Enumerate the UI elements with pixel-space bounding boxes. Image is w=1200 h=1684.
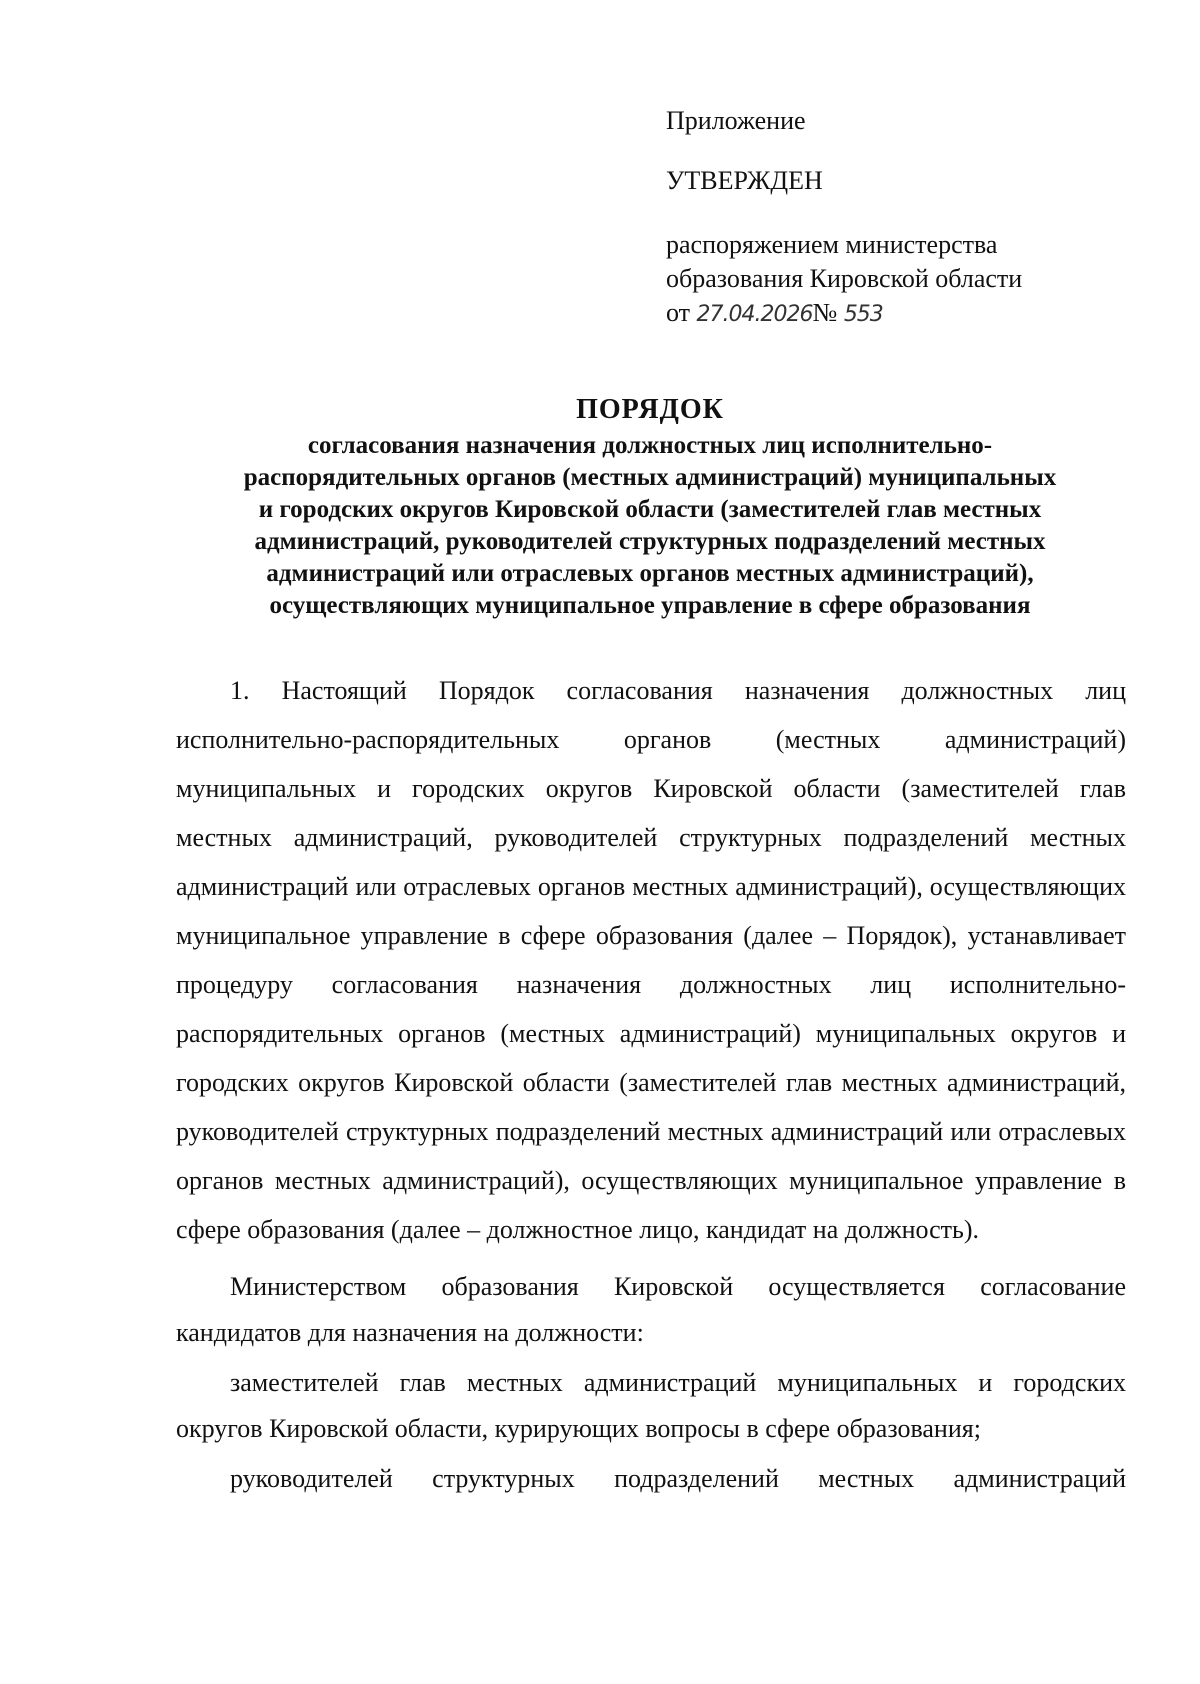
subtitle-line: распорядительных органов (местных администраций) муниципальных — [243, 464, 1057, 491]
title-subtitle — [170, 430, 1130, 622]
handwritten-number: 553 — [843, 302, 883, 327]
paragraph-3: заместителей глав местных администраций муниципальных и городских округов Кировской области, курирующих вопросы в сфере образования; — [176, 1368, 1126, 1443]
appendix-label: Приложение — [666, 106, 806, 135]
subtitle-line: администраций, руководителей структурных подразделений местных — [254, 528, 1046, 555]
subtitle-line: администраций или отраслевых органов местных администраций), — [266, 560, 1034, 587]
title-main: ПОРЯДОК — [576, 394, 724, 425]
date-prefix: от — [666, 298, 691, 327]
approved-label: УТВЕРЖДЕН — [666, 166, 823, 195]
decree-line-2: образования Кировской области — [666, 264, 1023, 293]
decree-date-line — [666, 296, 1136, 332]
handwritten-date: 27.04.2026 — [696, 302, 813, 327]
subtitle-line: и городских округов Кировской области (заместителей глав местных — [258, 496, 1042, 523]
document-title — [170, 392, 1130, 622]
document-body — [176, 666, 1126, 1502]
approval-block — [666, 104, 1136, 332]
subtitle-line: согласования назначения должностных лиц исполнительно- — [307, 432, 993, 459]
subtitle-line: осуществляющих муниципальное управление в сфере образования — [269, 592, 1031, 619]
number-label: № — [812, 298, 838, 327]
paragraph-2: Министерством образования Кировской осуществляется согласование кандидатов для назначения на должности: — [176, 1272, 1126, 1347]
paragraph-4: руководителей структурных подразделений местных администраций — [230, 1464, 1126, 1493]
decree-line-1: распоряжением министерства — [666, 230, 998, 259]
paragraph-1: 1. Настоящий Порядок согласования назначения должностных лиц исполнительно-распорядительных органов (местных администраций) муниципальных и городских округов Кировской области (заместителей глав местных администраций, руководителей структурных подразделений местных администраций или отраслевых органов местных администраций), осуществляющих муниципальное управление в сфере образования (далее – Порядок), устанавливает процедуру согласования назначения должностных лиц исполнительно-распорядительных органов (местных администраций) муниципальных округов и городских округов Кировской области (заместителей глав местных администраций, руководителей структурных подразделений местных администраций или отраслевых органов местных администраций), осуществляющих муниципальное управление в сфере образования (далее – должностное лицо, кандидат на должность). — [176, 676, 1126, 1244]
